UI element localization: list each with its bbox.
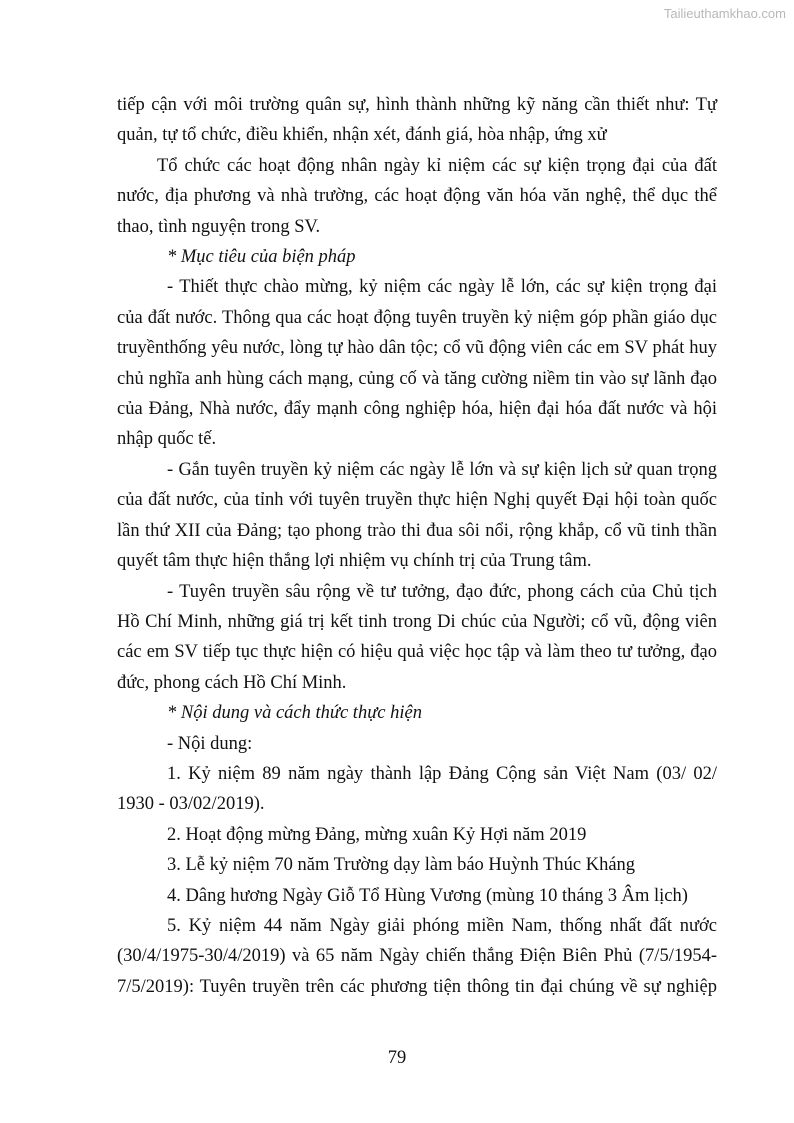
- body-text: [117, 90, 717, 1002]
- paragraph-continuation: tiếp cận với môi trường quân sự, hình thành những kỹ năng cần thiết như: Tự quản, tự tổ chức, điều khiển, nhận xét, đánh giá, hòa nhập, ứng xử: [117, 95, 717, 146]
- list-item-3: 3. Lễ kỷ niệm 70 năm Trường dạy làm báo Huỳnh Thúc Kháng: [167, 855, 636, 876]
- list-item-1: 1. Kỷ niệm 89 năm ngày thành lập Đảng Cộng sản Việt Nam (03/ 02/ 1930 - 03/02/2019).: [117, 763, 717, 815]
- heading-objectives: * Mục tiêu của biện pháp: [167, 247, 356, 268]
- content-label: - Nội dung:: [167, 733, 253, 754]
- page-number: 79: [387, 1048, 407, 1068]
- paragraph-objective-2: - Gắn tuyên truyền kỷ niệm các ngày lễ lớn và sự kiện lịch sử quan trọng của đất nước, của tỉnh với tuyên truyền thực hiện Nghị quyết Đại hội toàn quốc lần thứ XII của Đảng; tạo phong trào thi đua sôi nổi, rộng khắp, cổ vũ tinh thần quyết tâm thực hiện thắng lợi nhiệm vụ chính trị của Trung tâm.: [117, 459, 717, 572]
- list-item-2: 2. Hoạt động mừng Đảng, mừng xuân Kỷ Hợi năm 2019: [167, 824, 587, 845]
- paragraph-objective-1: - Thiết thực chào mừng, kỷ niệm các ngày lễ lớn, các sự kiện trọng đại của đất nước. Thông qua các hoạt động tuyên truyền kỷ niệm góp phần giáo dục truyềnthống yêu nước, lòng tự hào dân tộc; cổ vũ động viên các em SV phát huy chủ nghĩa anh hùng cách mạng, củng cố và tăng cường niềm tin vào sự lãnh đạo của Đảng, Nhà nước, đẩy mạnh công nghiệp hóa, hiện đại hóa đất nước và hội nhập quốc tế.: [117, 277, 717, 450]
- heading-content-methods: * Nội dung và cách thức thực hiện: [167, 703, 422, 724]
- paragraph-intro: Tổ chức các hoạt động nhân ngày kỉ niệm các sự kiện trọng đại của đất nước, địa phương và nhà trường, các hoạt động văn hóa văn nghệ, thể dục thể thao, tình nguyện trong SV.: [117, 155, 717, 237]
- paragraph-objective-3: - Tuyên truyền sâu rộng về tư tưởng, đạo đức, phong cách của Chủ tịch Hồ Chí Minh, những giá trị kết tinh trong Di chúc của Người; cổ vũ, động viên các em SV tiếp tục thực hiện có hiệu quả việc học tập và làm theo tư tưởng, đạo đức, phong cách Hồ Chí Minh.: [117, 581, 717, 693]
- list-item-4: 4. Dâng hương Ngày Giỗ Tổ Hùng Vương (mùng 10 tháng 3 Âm lịch): [167, 885, 688, 906]
- list-item-5: 5. Kỷ niệm 44 năm Ngày giải phóng miền Nam, thống nhất đất nước (30/4/1975-30/4/2019) và 65 năm Ngày chiến thắng Điện Biên Phủ (7/5/1954-7/5/2019): Tuyên truyền trên các phương tiện thông tin đại chúng về sự nghiệp: [117, 915, 717, 997]
- watermark: Tailieuthamkhao.com: [663, 6, 786, 21]
